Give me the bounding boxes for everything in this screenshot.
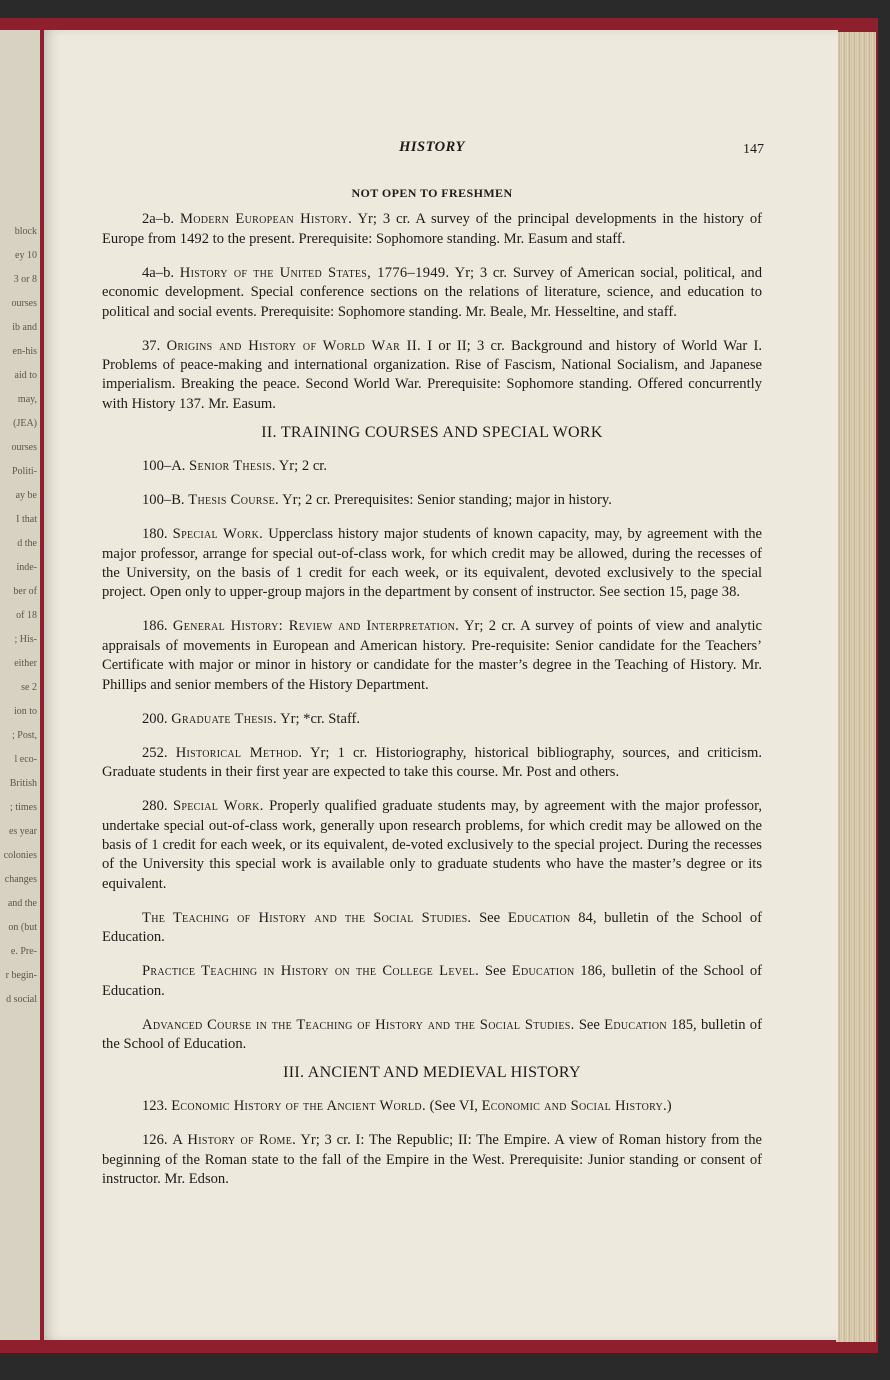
margin-fragment: either: [14, 658, 37, 669]
margin-fragment: r begin-: [5, 970, 37, 981]
margin-fragment: colonies: [3, 850, 37, 861]
cross-reference: [102, 909, 762, 948]
course-entry: [102, 525, 762, 603]
course-title: Origins and History of World War II.: [166, 337, 421, 354]
margin-fragment: inde-: [16, 562, 37, 573]
margin-fragment: e. Pre-: [10, 946, 37, 957]
margin-fragment: ; His-: [14, 634, 37, 645]
cross-ref-title: Practice Teaching in History on the College Level.: [142, 963, 480, 980]
cross-ref-target: Education: [507, 909, 571, 926]
cross-ref-detail: 186, bulletin of the School of Education.: [102, 963, 763, 999]
margin-fragment: ion to: [13, 706, 37, 717]
course-number: 200.: [142, 710, 168, 727]
course-entry: [102, 491, 762, 510]
section-heading: III. ANCIENT AND MEDIEVAL HISTORY: [283, 1064, 581, 1082]
margin-fragment: ourses: [11, 298, 37, 309]
margin-fragment: ey 10: [15, 250, 37, 261]
course-description: Upperclass history major students of known capacity, may, by agreement with the major professor, arrange for special out-of-class work, for which credit may be allowed, during the recesses of the University, on the basis of 1 credit for each week, or its equivalent, devoted exclusively to the special project. Open only to upper-group majors in the department by consent of instructor. See section 15, page 38.: [102, 526, 762, 601]
course-description: Yr; 2 cr. A survey of points of view and analytic appraisals of movements in European and American history. Pre-requisite: Senior candidate for the Teachers’ Certificate with major or minor in history or candidate for the master’s degree in the Teaching of History. Mr. Phillips and senior members of the History Department.: [102, 618, 762, 693]
course-number: 186.: [142, 618, 168, 635]
margin-fragment: ber of: [13, 586, 37, 597]
course-number: 4a–b.: [142, 264, 175, 281]
course-entry: [102, 744, 762, 783]
course-number: 100–A.: [142, 458, 186, 475]
margin-fragment: changes: [4, 874, 37, 885]
margin-fragment: ay be: [15, 490, 37, 501]
cross-ref-title: Advanced Course in the Teaching of History and the Social Studies.: [142, 1016, 575, 1033]
course-entry: [102, 337, 762, 415]
course-entry: [102, 264, 762, 322]
margin-fragment: I that: [16, 514, 37, 525]
course-number: 123.: [142, 1098, 168, 1115]
course-description: Yr; 2 cr.: [278, 458, 327, 475]
course-entry: [102, 1097, 762, 1116]
course-title: Special Work.: [172, 526, 264, 543]
course-title: Economic History of the Ancient World.: [171, 1098, 426, 1115]
section-heading: II. TRAINING COURSES AND SPECIAL WORK: [261, 424, 603, 442]
course-title: Modern European History.: [179, 211, 353, 228]
cross-ref-target: Education: [604, 1016, 667, 1033]
course-title: A History of Rome.: [172, 1132, 297, 1149]
course-description: Yr; 2 cr. Prerequisites: Senior standing; major in history.: [282, 492, 612, 509]
page-number: 147: [743, 142, 764, 157]
margin-fragment: Politi-: [11, 466, 37, 477]
course-number: 280.: [142, 798, 168, 815]
course-number: 252.: [142, 744, 168, 761]
course-description: Yr; 3 cr. Survey of American social, political, and economic development. Special conference sections on the relations of literature, science, and education to political and social events. Prerequisite: Sophomore standing. Mr. Beale, Mr. Hesseltine, and staff.: [102, 264, 762, 320]
course-entry: [102, 1131, 762, 1189]
cross-ref-detail: 84, bulletin of the School of Education.: [102, 909, 763, 946]
course-title: History of the United States, 1776–1949.: [179, 264, 450, 281]
course-title: Historical Method.: [175, 744, 303, 761]
cross-reference: [102, 962, 762, 1001]
course-title: Graduate Thesis.: [171, 710, 277, 727]
margin-fragment: British: [9, 778, 37, 789]
course-title: Thesis Course.: [188, 492, 279, 509]
course-number: 37.: [142, 337, 161, 354]
margin-fragment: on (but: [8, 922, 37, 933]
subheading: NOT OPEN TO FRESHMEN: [351, 186, 513, 200]
margin-fragment: ; Post,: [11, 730, 37, 741]
cross-ref-detail: 185, bulletin of the School of Education.: [102, 1016, 762, 1052]
margin-fragment: d the: [17, 538, 37, 549]
cross-ref-see: See: [479, 909, 501, 926]
page-content: [102, 138, 762, 1196]
course-description: I or II; 3 cr. Background and history of World War I. Problems of peace-making and international organization. Rise of Fascism, National Socialism, and Japanese imperialism. Breaking the peace. Second World War. Prerequisite: Sophomore standing. Offered concurrently with History 137. Mr. Easum.: [102, 337, 762, 412]
course-description: Yr; 3 cr. A survey of the principal developments in the history of Europe from 1492 to the present. Prerequisite: Sophomore standing. Mr. Easum and staff.: [102, 211, 762, 247]
course-number: 126.: [142, 1132, 168, 1149]
page-block-edge: [836, 32, 876, 1342]
course-entry: [102, 797, 762, 894]
course-see-reference: Economic and Social History: [481, 1098, 664, 1115]
course-description: Yr; *cr. Staff.: [280, 710, 361, 727]
course-number: 100–B.: [142, 492, 185, 509]
cross-ref-see: See: [484, 963, 506, 980]
course-description: Yr; 1 cr. Historiography, historical bibliography, sources, and criticism. Graduate students in their first year are expected to take this course. Mr. Post and others.: [102, 744, 763, 781]
margin-fragment: se 2: [21, 682, 37, 693]
margin-fragment: ib and: [12, 322, 37, 333]
previous-page-margin: [0, 30, 40, 1340]
catalog-page: [44, 30, 838, 1340]
course-title: Special Work.: [172, 798, 264, 815]
margin-fragment: l eco-: [14, 754, 37, 765]
page-title: HISTORY: [399, 139, 465, 155]
cross-ref-see: See: [578, 1016, 600, 1033]
margin-fragment: en-his: [12, 346, 37, 357]
margin-fragment: aid to: [14, 370, 37, 381]
course-description-end: .): [663, 1098, 672, 1115]
course-number: 2a–b.: [142, 211, 175, 228]
margin-fragment: (JEA): [13, 418, 37, 429]
margin-fragment: of 18: [16, 610, 37, 621]
margin-fragment: may,: [17, 394, 37, 405]
cross-ref-target: Education: [511, 963, 575, 980]
running-head: [102, 138, 762, 162]
cross-ref-title: The Teaching of History and the Social Studies.: [142, 909, 472, 926]
course-entry: [102, 617, 762, 695]
course-entry: [102, 210, 762, 249]
course-description: (See VI,: [429, 1098, 478, 1115]
margin-fragment: block: [14, 226, 37, 237]
margin-fragment: ; times: [10, 802, 37, 813]
course-entry: [102, 710, 762, 729]
course-title: Senior Thesis.: [189, 458, 276, 475]
margin-fragment: d social: [6, 994, 37, 1005]
course-number: 180.: [142, 526, 168, 543]
cross-reference: [102, 1016, 762, 1055]
course-entry: [102, 457, 762, 476]
margin-fragment: es year: [8, 826, 37, 837]
margin-fragment: 3 or 8: [13, 274, 37, 285]
course-title: General History: Review and Interpretation.: [172, 618, 460, 635]
margin-fragment: and the: [7, 898, 37, 909]
margin-fragment: ourses: [11, 442, 37, 453]
course-description: Properly qualified graduate students may, by agreement with the major professor, undertake special out-of-class work, generally upon research problems, for which credit may be allowed on the basis of 1 credit for each week, or its equivalent, de-voted exclusively to the special project. During the recesses of the University this special work is available only to graduate students who have the master’s degree or its equivalent.: [102, 798, 762, 892]
course-description: Yr; 3 cr. I: The Republic; II: The Empire. A view of Roman history from the beginning of the Roman state to the fall of the Empire in the West. Prerequisite: Junior standing or consent of instructor. Mr. Edson.: [102, 1132, 763, 1188]
